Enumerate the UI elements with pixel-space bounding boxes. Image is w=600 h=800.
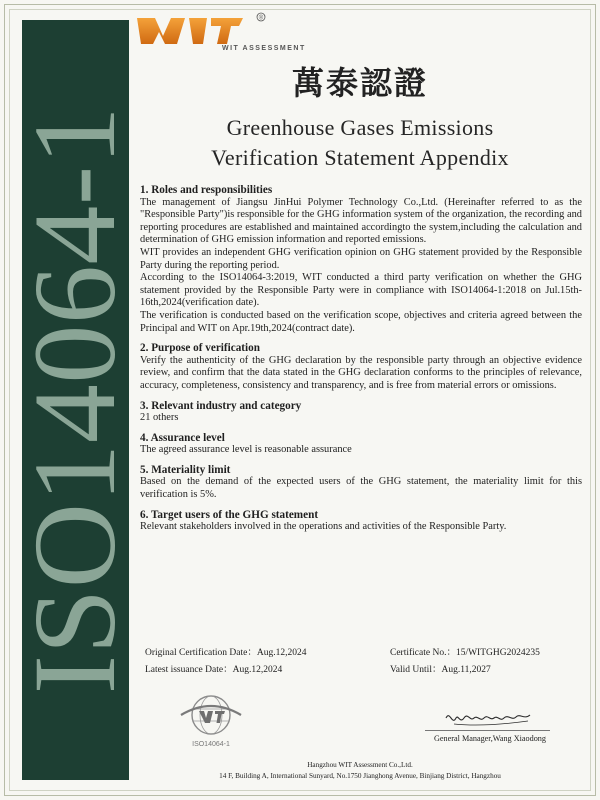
valid-until-label: Valid Until： (390, 665, 442, 675)
handwritten-signature (444, 706, 534, 732)
section-heading: 5. Materiality limit (140, 463, 231, 476)
document-title-line-2: Verification Statement Appendix (211, 145, 509, 170)
latest-date-value: Aug.12,2024 (232, 665, 283, 675)
statement-body (140, 184, 582, 541)
document-title-line-1: Greenhouse Gases Emissions (226, 115, 494, 140)
paragraph: Relevant stakeholders involved in the operations and activities of the Responsible Party. (140, 521, 507, 533)
paragraph: WIT provides an independent GHG verification opinion on GHG statement provided by the Responsible Party during the reporting period. (140, 246, 582, 271)
iso-seal-icon (175, 693, 247, 751)
section-heading: 6. Target users of the GHG statement (140, 508, 319, 521)
section-assurance (140, 432, 582, 457)
section-heading: 1. Roles and responsibilities (140, 184, 273, 196)
wit-logo (115, 10, 355, 60)
footer-address: 14 F, Building A, International Sunyard, No.1750 Jianghong Avenue, Binjiang District, Hangzhou (219, 772, 501, 780)
latest-issuance-date (145, 661, 282, 675)
registered-mark: ® (258, 15, 264, 22)
sidebar-band (9, 20, 140, 780)
section-heading: 3. Relevant industry and category (140, 399, 302, 412)
section-industry (140, 400, 582, 425)
paragraph: The verification is conducted based on the verification scope, objectives and criteria agreed between the Principal and WIT on Apr.19th,2024(contract date). (140, 309, 582, 334)
valid-until-value: Aug.11,2027 (441, 665, 491, 675)
paragraph: The management of Jiangsu JinHui Polymer Technology Co.,Ltd. (Hereinafter referred to as the "Responsible Party")is responsible for the GHG information system of the organization, the recording and reporting procedures are established and maintained accordingto the system,including the calculation and determination of GHG emission information and reported emissions. (140, 196, 582, 246)
logo-tagline: WIT ASSESSMENT (222, 45, 306, 52)
section-roles (140, 184, 582, 335)
paragraph: The agreed assurance level is reasonable assurance (140, 444, 352, 456)
chinese-company-name: 萬泰認證 (291, 64, 428, 102)
paragraph: According to the ISO14064-3:2019, WIT conducted a third party verification on whether the GHG statement provided by the Responsible Party were in compliance with ISO14064-1:2018 on Jul.15th-16th,2024(verification date). (140, 272, 582, 309)
original-certification-date (145, 644, 306, 658)
signature-line (425, 730, 550, 731)
paragraph: 21 others (140, 412, 179, 424)
latest-date-label: Latest issuance Date： (145, 665, 233, 675)
footer-company: Hangzhou WIT Assessment Co.,Ltd. (307, 761, 413, 769)
signer-title: General Manager,Wang Xiaodong (433, 734, 546, 743)
certificate-number (390, 644, 540, 658)
original-date-label: Original Certification Date： (145, 648, 257, 658)
sidebar-standard-text: ISO14064-1 (9, 105, 140, 695)
paragraph: Verify the authenticity of the GHG declaration by the responsible party through an objective evidence review, and confirm that the data stated in the GHG declaration conforms to the principles of relevance, accuracy, completeness, consistency and transparency, and is free from material errors or omissions. (140, 354, 582, 391)
section-heading: 2. Purpose of verification (140, 342, 260, 355)
section-target-users (140, 509, 582, 534)
section-purpose (140, 342, 582, 392)
paragraph: Based on the demand of the expected users of the GHG statement, the materiality limit for this verification is 5%. (140, 476, 582, 501)
certificate-number-value: 15/WITGHG2024235 (455, 648, 540, 658)
certificate-number-label: Certificate No.： (390, 648, 456, 658)
section-heading: 4. Assurance level (140, 431, 225, 444)
original-date-value: Aug.12,2024 (256, 648, 307, 658)
section-materiality (140, 464, 582, 502)
seal-text: ISO14064-1 (192, 741, 230, 748)
valid-until (390, 661, 491, 675)
